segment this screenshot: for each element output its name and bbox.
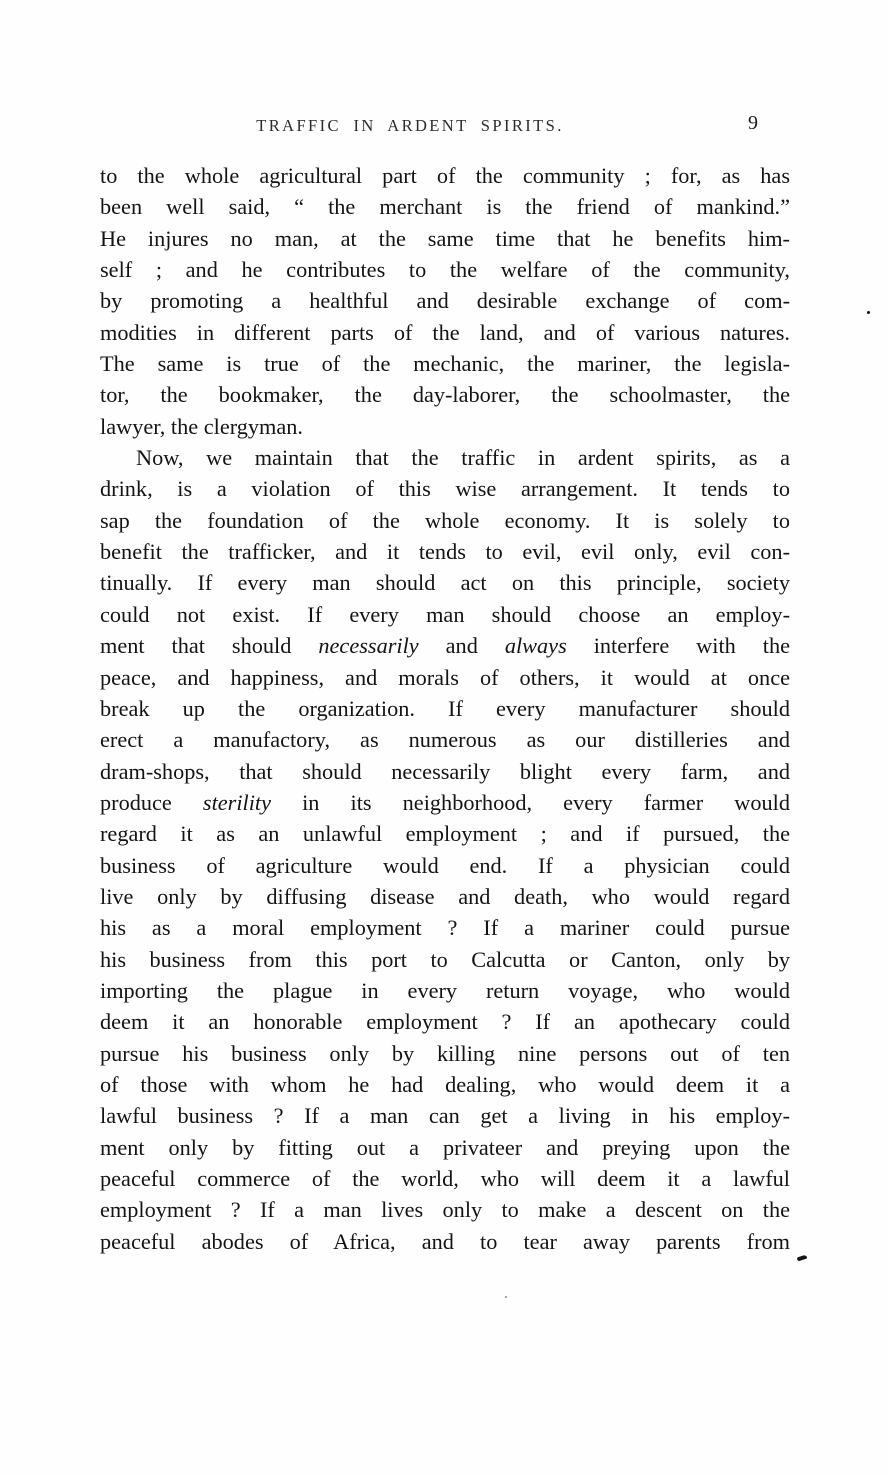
- text-line: his business from this port to Calcutta or Canton, only by: [100, 946, 790, 972]
- text-line: drink, is a violation of this wise arrangement. It tends to: [100, 476, 790, 502]
- text-line: erect a manufactory, as numerous as our distilleries and: [100, 727, 790, 753]
- text-line: tor, the bookmaker, the day-laborer, the schoolmaster, the: [100, 382, 790, 408]
- text-line: Now, we maintain that the traffic in ardent spirits, as a: [136, 445, 790, 471]
- text-line: peace, and happiness, and morals of others, it would at once: [100, 664, 790, 690]
- body-text: [100, 160, 790, 1257]
- text-line: importing the plague in every return voyage, who would: [100, 977, 790, 1003]
- text-line: regard it as an unlawful employment ; and if pursued, the: [100, 821, 790, 847]
- text-line: could not exist. If every man should choose an employ-: [100, 601, 790, 627]
- text-line: been well said, “ the merchant is the friend of mankind.”: [100, 194, 790, 220]
- ink-speck: [867, 311, 870, 314]
- text-line: modities in different parts of the land, and of various natures.: [100, 319, 790, 345]
- text-line: He injures no man, at the same time that he benefits him-: [100, 225, 790, 251]
- text-line: by promoting a healthful and desirable exchange of com-: [100, 288, 790, 314]
- text-line: ment only by fitting out a privateer and preying upon the: [100, 1134, 790, 1160]
- text-line: of those with whom he had dealing, who would deem it a: [100, 1071, 790, 1097]
- text-line: peaceful commerce of the world, who will deem it a lawful: [100, 1166, 790, 1191]
- text-line: The same is true of the mechanic, the mariner, the legisla-: [100, 351, 790, 377]
- text-line: lawful business ? If a man can get a living in his employ-: [100, 1103, 790, 1129]
- text-line: break up the organization. If every manufacturer should: [100, 695, 790, 721]
- text-line: peaceful abodes of Africa, and to tear away parents from: [100, 1228, 790, 1254]
- text-line: deem it an honorable employment ? If an apothecary could: [100, 1009, 790, 1035]
- text-line: dram-shops, that should necessarily blight every farm, and: [100, 758, 790, 784]
- text-line: business of agriculture would end. If a physician could: [100, 852, 790, 878]
- text-line: lawyer, the clergyman.: [100, 413, 304, 439]
- text-line: his as a moral employment ? If a mariner could pursue: [100, 915, 790, 941]
- running-head-title: TRAFFIC IN ARDENT SPIRITS.: [256, 116, 564, 135]
- ink-speck: [797, 1255, 808, 1262]
- text-line: ment that should necessarily and always interfere with the: [100, 633, 791, 659]
- text-line: employment ? If a man lives only to make a descent on the: [100, 1197, 790, 1223]
- text-line: produce sterility in its neighborhood, every farmer would: [100, 789, 790, 815]
- text-line: tinually. If every man should act on this principle, society: [100, 570, 790, 596]
- text-line: sap the foundation of the whole economy. It is solely to: [100, 507, 790, 533]
- text-line: to the whole agricultural part of the community ; for, as has: [100, 163, 790, 188]
- text-line: benefit the trafficker, and it tends to evil, evil only, evil con-: [100, 539, 790, 565]
- ink-speck: [505, 1296, 507, 1298]
- page-number: 9: [748, 112, 758, 134]
- text-line: self ; and he contributes to the welfare of the community,: [100, 257, 790, 283]
- text-line: pursue his business only by killing nine persons out of ten: [100, 1040, 790, 1066]
- text-line: live only by diffusing disease and death, who would regard: [100, 883, 790, 909]
